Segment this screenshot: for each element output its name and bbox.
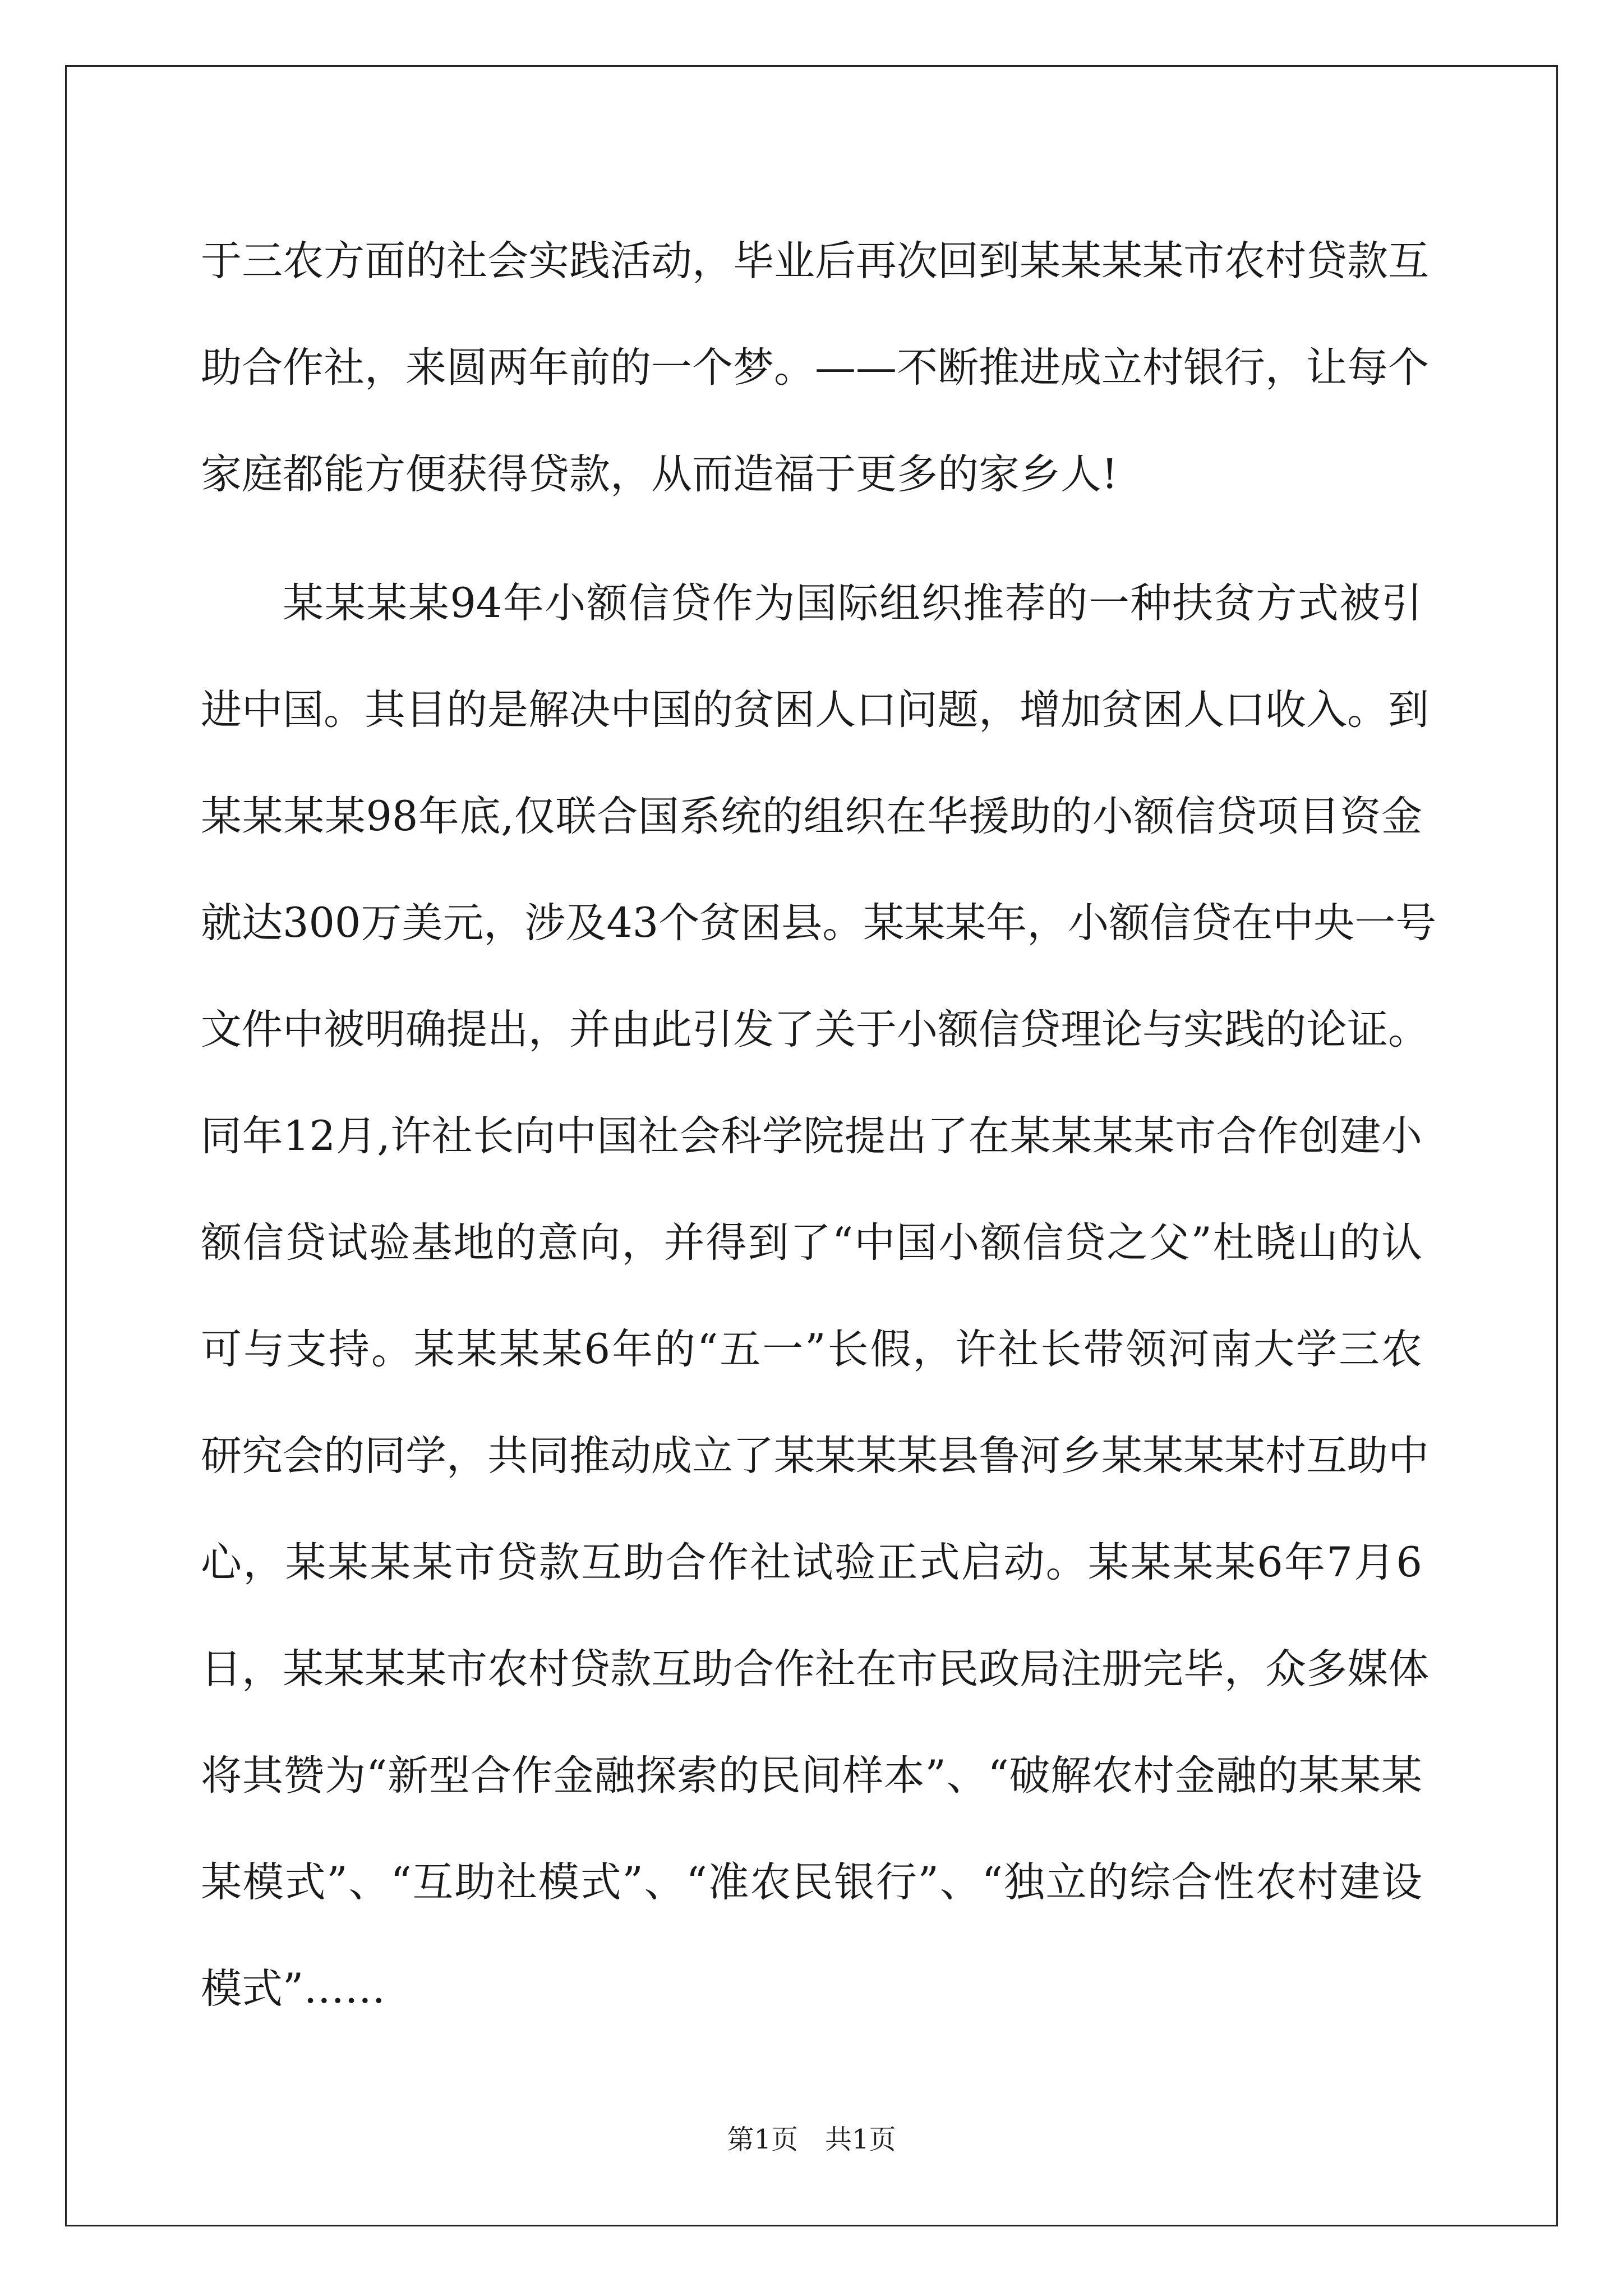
text-line: 同年12月,许社长向中国社会科学院提出了在某某某某市合作创建小 bbox=[201, 1112, 1422, 1160]
paragraph-gap bbox=[201, 527, 1422, 550]
document-body bbox=[201, 208, 1437, 2042]
page-number-footer: 第1页 共1页 bbox=[727, 2124, 896, 2155]
text-line: 文件中被明确提出，并由此引发了关于小额信贷理论与实践的论证。 bbox=[201, 1005, 1429, 1053]
text-line: 额信贷试验基地的意向，并得到了“中国小额信贷之父”杜晓山的认 bbox=[201, 1218, 1422, 1267]
paragraph-2 bbox=[201, 550, 1437, 2042]
text-line: 助合作社，来圆两年前的一个梦。——不断推进成立村银行，让每个 bbox=[201, 343, 1429, 392]
text-line: 某某某某94年小额信贷作为国际组织推荐的一种扶贫方式被引 bbox=[283, 579, 1422, 627]
paragraph-1 bbox=[201, 208, 1429, 527]
text-line: 于三农方面的社会实践活动，毕业后再次回到某某某某市农村贷款互 bbox=[201, 237, 1429, 285]
text-line: 日，某某某某市农村贷款互助合作社在市民政局注册完毕，众多媒体 bbox=[201, 1645, 1429, 1693]
text-line: 某模式”、“互助社模式”、“准农民银行”、“独立的综合性农村建设 bbox=[201, 1858, 1422, 1906]
text-line: 就达300万美元，涉及43个贫困县。某某某年，小额信贷在中央一号 bbox=[201, 899, 1437, 947]
text-line: 家庭都能方便获得贷款，从而造福于更多的家乡人! bbox=[201, 450, 1118, 498]
text-line: 某某某某98年底,仅联合国系统的组织在华援助的小额信贷项目资金 bbox=[201, 792, 1422, 840]
text-line: 心，某某某某市贷款互助合作社试验正式启动。某某某某6年7月6 bbox=[201, 1538, 1422, 1586]
text-line: 模式”…… bbox=[201, 1964, 386, 2013]
text-line: 可与支持。某某某某6年的“五一”长假，许社长带领河南大学三农 bbox=[201, 1325, 1422, 1373]
text-line: 进中国。其目的是解决中国的贫困人口问题，增加贫困人口收入。到 bbox=[201, 685, 1429, 734]
text-line: 将其赞为“新型合作金融探索的民间样本”、“破解农村金融的某某某 bbox=[201, 1751, 1422, 1800]
text-line: 研究会的同学，共同推动成立了某某某某县鲁河乡某某某某村互助中 bbox=[201, 1432, 1429, 1480]
